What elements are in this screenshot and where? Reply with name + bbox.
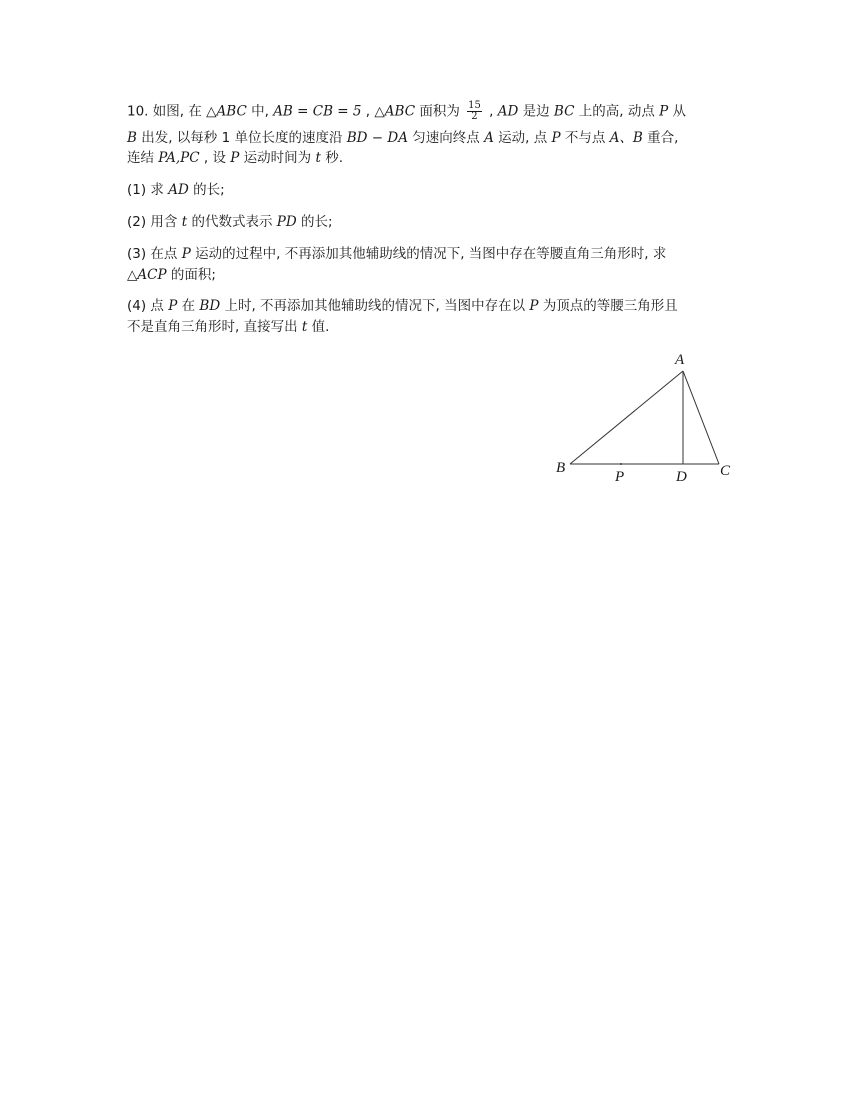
- question-line-3: [127, 148, 343, 168]
- math-a: A: [484, 130, 494, 146]
- label-c: C: [720, 463, 731, 479]
- math-p: P: [168, 298, 178, 314]
- math-ad: AD: [497, 103, 519, 120]
- math-p: P: [551, 130, 561, 146]
- question-line-2: [127, 128, 678, 148]
- label-a: A: [675, 352, 685, 368]
- text: , 设: [203, 150, 231, 166]
- sub-question-2: [127, 212, 333, 232]
- sub-question-3-line-1: [127, 244, 666, 264]
- text: 值.: [311, 319, 330, 335]
- text: 秒.: [325, 150, 343, 166]
- math-p: P: [529, 298, 539, 314]
- text: (4) 点: [127, 298, 169, 314]
- triangle-figure: [550, 345, 740, 490]
- label-b: B: [556, 460, 566, 476]
- segment-ab: [570, 371, 683, 464]
- math-pa-pc: PA,PC: [158, 150, 200, 166]
- text: 的长;: [300, 214, 333, 230]
- math-bd: BD: [199, 298, 221, 314]
- question-line-1: [127, 101, 686, 122]
- math-ad: AD: [168, 182, 189, 198]
- sub-question-4-line-1: [127, 296, 678, 316]
- text: 在: [181, 298, 200, 314]
- math-ab: A、B: [609, 130, 643, 146]
- fraction-numerator: 15: [468, 100, 481, 111]
- text: 的长;: [193, 182, 225, 198]
- text: (1) 求: [127, 182, 169, 198]
- math-p: P: [181, 246, 191, 262]
- sub-question-3-line-2: [127, 265, 216, 285]
- sub-question-4-line-2: [127, 317, 329, 337]
- text: 上的高, 动点: [578, 103, 660, 120]
- math-p: P: [659, 103, 669, 120]
- text: 匀速向终点: [412, 130, 485, 146]
- math-t: t: [301, 319, 308, 335]
- text: 如图, 在: [152, 103, 207, 120]
- text: 运动, 点: [498, 130, 552, 146]
- math-p: P: [230, 150, 240, 166]
- text: ,: [489, 103, 498, 120]
- math-path: BD − DA: [346, 130, 408, 146]
- text: 上时, 不再添加其他辅助线的情况下, 当图中存在以: [224, 298, 530, 314]
- text: 的代数式表示: [191, 214, 277, 230]
- text: 的面积;: [170, 267, 216, 283]
- label-p: P: [615, 469, 625, 485]
- text: 是边: [522, 103, 554, 120]
- text: (3) 在点: [127, 246, 182, 262]
- math-triangle-abc: △ABC: [206, 103, 247, 120]
- math-t: t: [315, 150, 321, 166]
- sub-question-1: [127, 180, 225, 200]
- text: 运动时间为: [243, 150, 316, 166]
- math-b: B: [127, 130, 137, 146]
- text: 重合,: [647, 130, 679, 146]
- text: ,: [365, 103, 375, 120]
- fraction-denominator: 2: [471, 111, 478, 122]
- math-triangle-abc: △ABC: [374, 103, 416, 120]
- segment-ac: [683, 371, 719, 464]
- text: 为顶点的等腰三角形且: [542, 298, 678, 314]
- math-triangle-acp: △ACP: [127, 267, 167, 283]
- point-p-dot: [620, 463, 622, 465]
- math-pd: PD: [276, 214, 297, 230]
- text: 面积为: [419, 103, 465, 120]
- question-number: 10.: [127, 103, 149, 120]
- text: (2) 用含: [127, 214, 182, 230]
- math-bc: BC: [553, 103, 575, 120]
- text: 中,: [251, 103, 274, 120]
- math-equation: AB = CB = 5: [273, 103, 362, 120]
- text: 运动的过程中, 不再添加其他辅助线的情况下, 当图中存在等腰直角三角形时, 求: [195, 246, 667, 262]
- text: 从: [672, 103, 686, 120]
- text: 不是直角三角形时, 直接写出: [127, 319, 302, 335]
- text: 不与点: [564, 130, 610, 146]
- text: 连结: [127, 150, 159, 166]
- label-d: D: [676, 469, 687, 485]
- text: 出发, 以每秒 1 单位长度的速度沿: [141, 130, 347, 146]
- math-t: t: [181, 214, 188, 230]
- fraction: [467, 101, 482, 122]
